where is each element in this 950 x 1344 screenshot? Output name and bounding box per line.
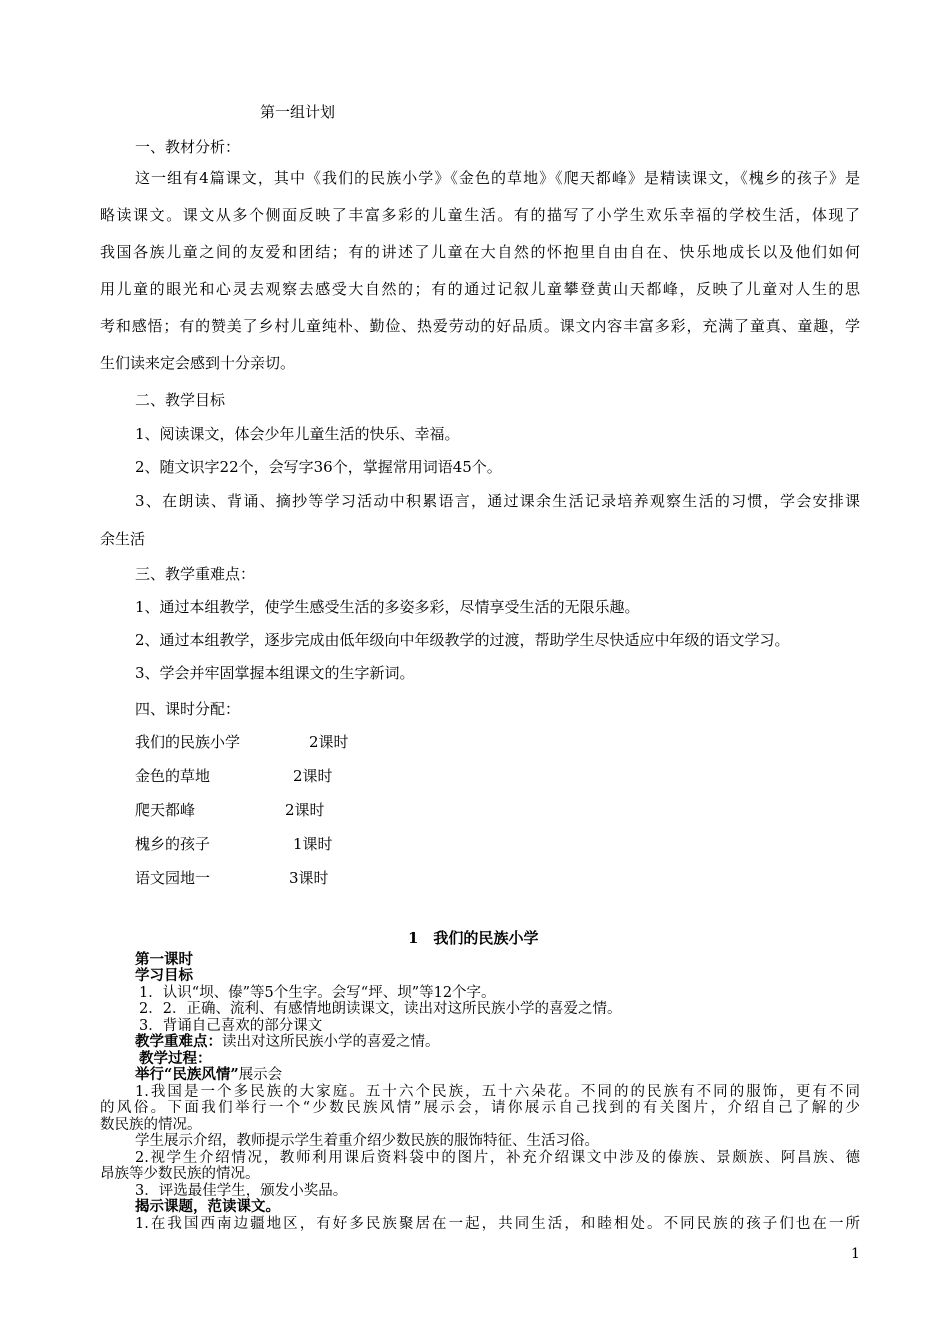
key-point-item: 1、通过本组教学，使学生感受生活的多姿多彩，尽情享受生活的无限乐趣。	[135, 598, 640, 616]
key-point-item: 2、通过本组教学，逐步完成由低年级向中年级教学的过渡，帮助学生尽快适应中年级的语文学习。	[135, 631, 790, 649]
paragraph-line: 用儿童的眼光和心灵去观察去感受大自然的；有的通过记叙儿童攀登黄山天都峰，反映了儿童对人生的思	[100, 280, 860, 298]
goal-item: 1、阅读课文，体会少年儿童生活的快乐、幸福。	[135, 425, 460, 443]
plan-title: 第一组计划	[260, 103, 336, 121]
process-paragraph-line: 1.在我国西南边疆地区，有好多民族聚居在一起，共同生活，和睦相处。不同民族的孩子们也在一所	[135, 1216, 860, 1232]
section-heading-schedule: 四、课时分配：	[135, 700, 241, 718]
goal-item-continuation: 余生活	[100, 530, 146, 548]
schedule-lesson: 我们的民族小学	[135, 733, 241, 751]
process-paragraph-line: 的风俗。下面我们举行一个“少数民族风情”展示会，请你展示自己找到的有关图片，介绍自己了解的少	[100, 1100, 860, 1116]
goal-item: 2、随文识字22个，会写字36个，掌握常用词语45个。	[135, 458, 502, 476]
key-point-item: 3、学会并牢固掌握本组课文的生字新词。	[135, 664, 415, 682]
lesson-title: 1 我们的民族小学	[408, 929, 539, 947]
paragraph-line: 略读课文。课文从多个侧面反映了丰富多彩的儿童生活。有的描写了小学生欢乐幸福的学校生活，体现了	[100, 206, 860, 224]
goal-item: 3、在朗读、背诵、摘抄等学习活动中积累语言，通过课余生活记录培养观察生活的习惯，学会安排课	[135, 492, 860, 510]
schedule-lesson: 爬天都峰	[135, 801, 196, 819]
paragraph-line: 我国各族儿童之间的友爱和团结；有的讲述了儿童在大自然的怀抱里自由自在、快乐地成长以及他们如何	[100, 243, 860, 261]
process-paragraph-line: 3．评选最佳学生，颁发小奖品。	[135, 1183, 348, 1199]
schedule-hours: 3课时	[289, 869, 329, 887]
section-heading-key-points: 三、教学重难点：	[135, 565, 256, 583]
learning-goal: 1．认识“坝、傣”等5个生字。会写“坪、坝”等12个字。	[139, 985, 496, 1001]
activity-heading-bold: 举行“民族风情”	[135, 1066, 239, 1083]
schedule-lesson: 槐乡的孩子	[135, 835, 211, 853]
process-paragraph-line: 昂族等少数民族的情况。	[100, 1166, 260, 1182]
paragraph-line: 这一组有4篇课文，其中《我们的民族小学》《金色的草地》《爬天都峰》是精读课文，《槐乡的孩子》是	[135, 169, 860, 187]
schedule-hours: 2课时	[293, 767, 333, 785]
section-heading-goals: 二、教学目标	[135, 391, 226, 409]
schedule-hours: 1课时	[293, 835, 333, 853]
process-heading: 教学过程：	[139, 1050, 212, 1067]
page-number: 1	[851, 1246, 860, 1262]
schedule-hours: 2课时	[285, 801, 325, 819]
activity-heading-rest: 展示会	[238, 1067, 283, 1083]
process-paragraph-line: 数民族的情况。	[100, 1117, 202, 1133]
process-paragraph-line: 2.视学生介绍情况，教师利用课后资料袋中的图片，补充介绍课文中涉及的傣族、景颇族、阿昌族、德	[135, 1150, 860, 1166]
period-heading: 第一课时	[135, 951, 193, 968]
process-paragraph-line: 学生展示介绍，教师提示学生着重介绍少数民族的服饰特征、生活习俗。	[135, 1133, 599, 1149]
schedule-lesson: 金色的草地	[135, 767, 211, 785]
reveal-heading: 揭示课题，范读课文。	[135, 1198, 280, 1215]
key-difficulty-label: 教学重难点：	[135, 1033, 222, 1050]
learning-goal: 2．2．正确、流利、有感情地朗读课文，读出对这所民族小学的喜爱之情。	[139, 1001, 622, 1017]
paragraph-line: 考和感悟；有的赞美了乡村儿童纯朴、勤俭、热爱劳动的好品质。课文内容丰富多彩，充满了童真、童趣，学	[100, 317, 860, 335]
key-difficulty-text: 读出对这所民族小学的喜爱之情。	[222, 1034, 440, 1050]
paragraph-line: 生们读来定会感到十分亲切。	[100, 354, 296, 372]
section-heading-materials: 一、教材分析：	[135, 138, 241, 156]
learning-goals-heading: 学习目标	[135, 967, 193, 984]
learning-goal: 3．背诵自己喜欢的部分课文	[139, 1018, 323, 1034]
process-paragraph-line: 1.我国是一个多民族的大家庭。五十六个民族，五十六朵花。不同的的民族有不同的服饰，更有不同	[135, 1084, 860, 1100]
schedule-lesson: 语文园地一	[135, 869, 211, 887]
schedule-hours: 2课时	[309, 733, 349, 751]
